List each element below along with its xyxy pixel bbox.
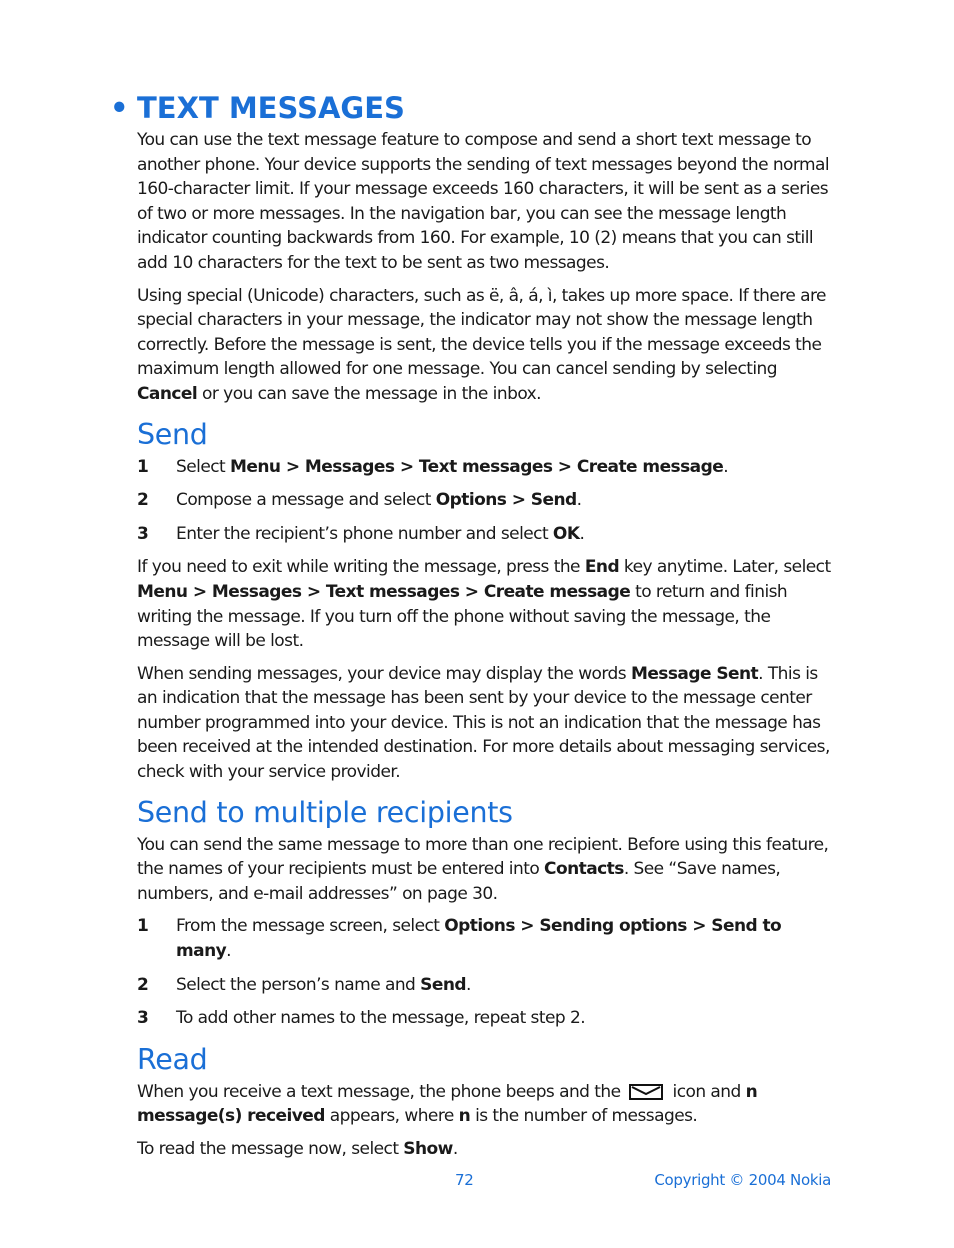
main-content: [137, 128, 831, 1170]
list-item: 2 Select the person’s name and Send.: [137, 974, 471, 995]
send-paragraph-2: When sending messages, your device may display the words Message Sent. This is an indication that the message has been sent by your device to the message center number programmed into your device. This is not an indication that the message has been received at the intended destination. For more details about messaging services, check with your service provider.: [137, 663, 830, 783]
multiple-recipients-heading: Send to multiple recipients: [137, 795, 513, 829]
page-number: 72: [455, 1171, 474, 1189]
intro-paragraph-2: Using special (Unicode) characters, such as ë, â, á, ì, takes up more space. If there are special characters in your message, the indicator may not show the message length correctly. Before the message is sent, the device tells you if the message exceeds the maximum length allowed for one message. You can cancel sending by selecting Cancel or you can save the message in the inbox.: [137, 285, 826, 404]
send-heading: Send: [137, 417, 208, 451]
read-paragraph-1: When you receive a text message, the phone beeps and the icon and n message(s) received appears, where n is the number of messages.: [137, 1081, 758, 1127]
envelope-icon: [629, 1084, 663, 1100]
read-heading: Read: [137, 1042, 208, 1076]
multiple-paragraph-1: You can send the same message to more than one recipient. Before using this feature, the names of your recipients must be entered into Contacts. See “Save names, numbers, and e-mail addresses” on page 30.: [137, 834, 829, 904]
multiple-steps: [137, 914, 831, 1030]
title-bullet: •: [110, 91, 129, 125]
list-item: 1 Select Menu > Messages > Text messages > Create message.: [137, 456, 729, 477]
intro-paragraph-1: You can use the text message feature to compose and send a short text message to another phone. Your device supports the sending of text messages beyond the normal 160-character limit. If your message exceeds 160 characters, it will be sent as a series of two or more messages. In the navigation bar, you can see the message length indicator counting backwards from 160. For example, 10 (2) means that you can still add 10 characters for the text to be sent as two messages.: [137, 130, 830, 273]
copyright-notice: Copyright © 2004 Nokia: [654, 1171, 831, 1189]
list-item: 1 From the message screen, select Options > Sending options > Send to many.: [137, 916, 782, 962]
title-text: TEXT MESSAGES: [137, 91, 405, 125]
list-item: 3 To add other names to the message, repeat step 2.: [137, 1008, 586, 1029]
send-paragraph-1: If you need to exit while writing the message, press the End key anytime. Later, select Menu > Messages > Text messages > Create message to return and finish writing the message. If you turn off the phone without saving the message, the message will be lost.: [137, 557, 831, 652]
list-item: 2 Compose a message and select Options > Send.: [137, 490, 582, 511]
read-paragraph-2: To read the message now, select Show.: [137, 1139, 458, 1159]
send-steps: [137, 455, 831, 547]
page-title: [110, 88, 405, 128]
list-item: 3 Enter the recipient’s phone number and select OK.: [137, 523, 585, 544]
